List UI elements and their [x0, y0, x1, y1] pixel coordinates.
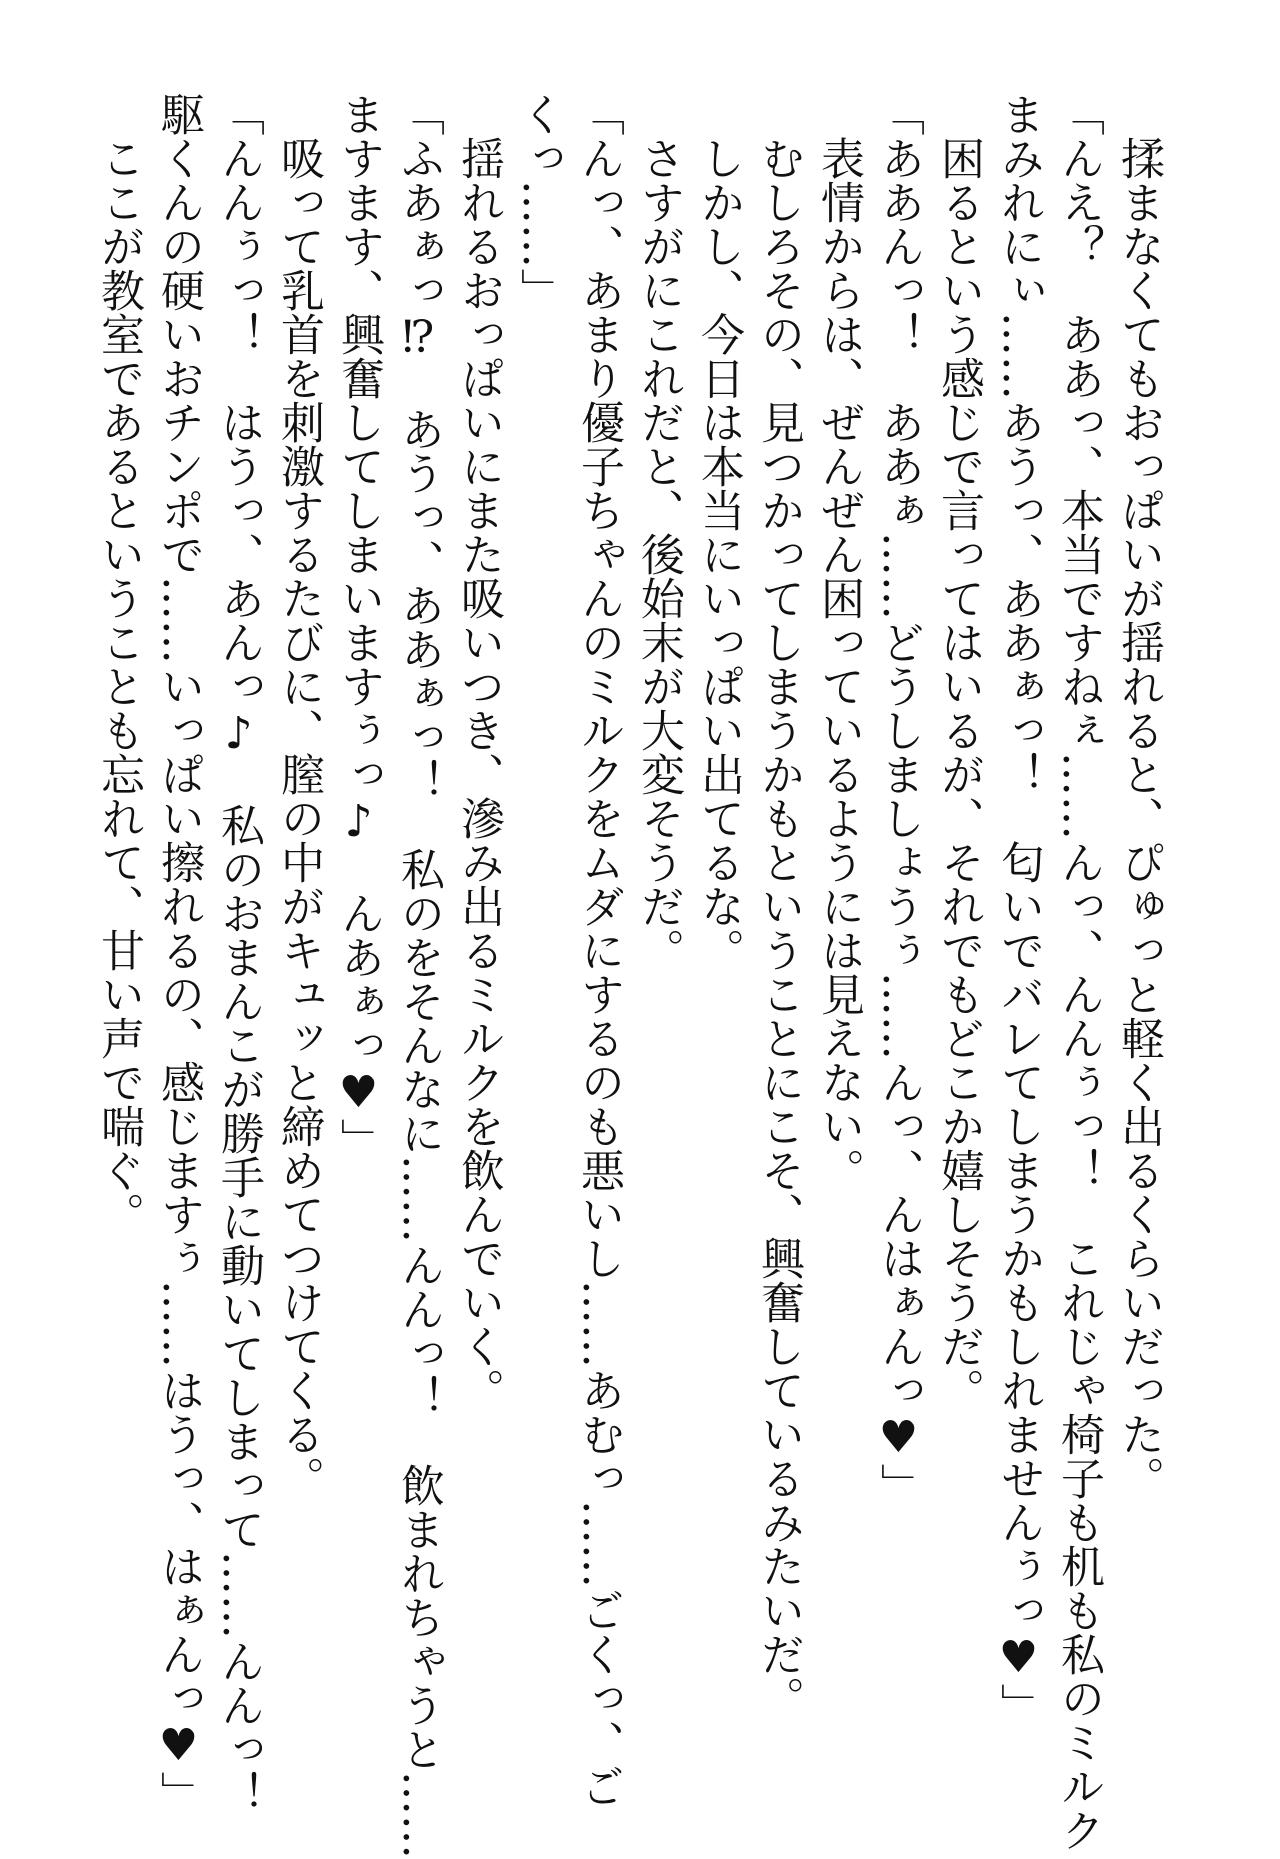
- vertical-text-body: [88, 92, 1168, 1859]
- text-line: くっ……」: [513, 92, 564, 312]
- text-line: 表情からは、ぜんぜん困っているようには見えない。: [813, 92, 864, 1192]
- text-line: 揉まなくてもおっぱいが揺れると、ぴゅっと軽く出るくらいだった。: [1113, 92, 1164, 1500]
- text-line: しかし、今日は本当にいっぱい出てるな。: [693, 92, 744, 972]
- text-line: 「ふあぁっ⁉ あうっ、ああぁっ！ 私のをそんなに……んんっ！ 飲まれちゃうと……: [393, 92, 444, 1859]
- text-line: さすがにこれだと、後始末が大変そうだ。: [633, 92, 684, 972]
- text-line: ここが教室であるということも忘れて、甘い声で喘ぐ。: [93, 92, 144, 1236]
- text-line: 困るという感じで言ってはいるが、それでもどこか嬉しそうだ。: [933, 92, 984, 1412]
- text-line: むしろその、見つかってしまうかもということにこそ、興奮しているみたいだ。: [753, 92, 804, 1720]
- text-line: 吸って乳首を刺激するたびに、膣の中がキュッと締めてつけてくる。: [273, 92, 324, 1500]
- text-line: まみれにぃ……あうっ、ああぁっ！ 匂いでバレてしまうかもしれませんぅっ♥」: [993, 92, 1044, 1727]
- text-line: 「んえ？ ああっ、本当ですねぇ……んっ、んんぅっ！ これじゃ椅子も机も私のミルク: [1053, 92, 1104, 1852]
- text-line: 「んんぅっ！ はうっ、あんっ♪ 私のおまんこが勝手に動いてしまって……んんっ！: [213, 92, 264, 1815]
- text-line: ますます、興奮してしまいますぅっ♪ んあぁっ♥」: [333, 92, 384, 1162]
- text-line: 揺れるおっぱいにまた吸いつき、滲み出るミルクを飲んでいく。: [453, 92, 504, 1412]
- text-line: 「ああんっ！ ああぁ……どうしましょうぅ……んっ、んはぁんっ♥」: [873, 92, 924, 1507]
- text-line: 駆くんの硬いおチンポで……いっぱい擦れるの、感じますぅ……はうっ、はぁんっ♥」: [153, 92, 204, 1815]
- text-line: 「んっ、あまり優子ちゃんのミルクをムダにするのも悪いし……あむっ……ごくっ、ご: [573, 92, 624, 1808]
